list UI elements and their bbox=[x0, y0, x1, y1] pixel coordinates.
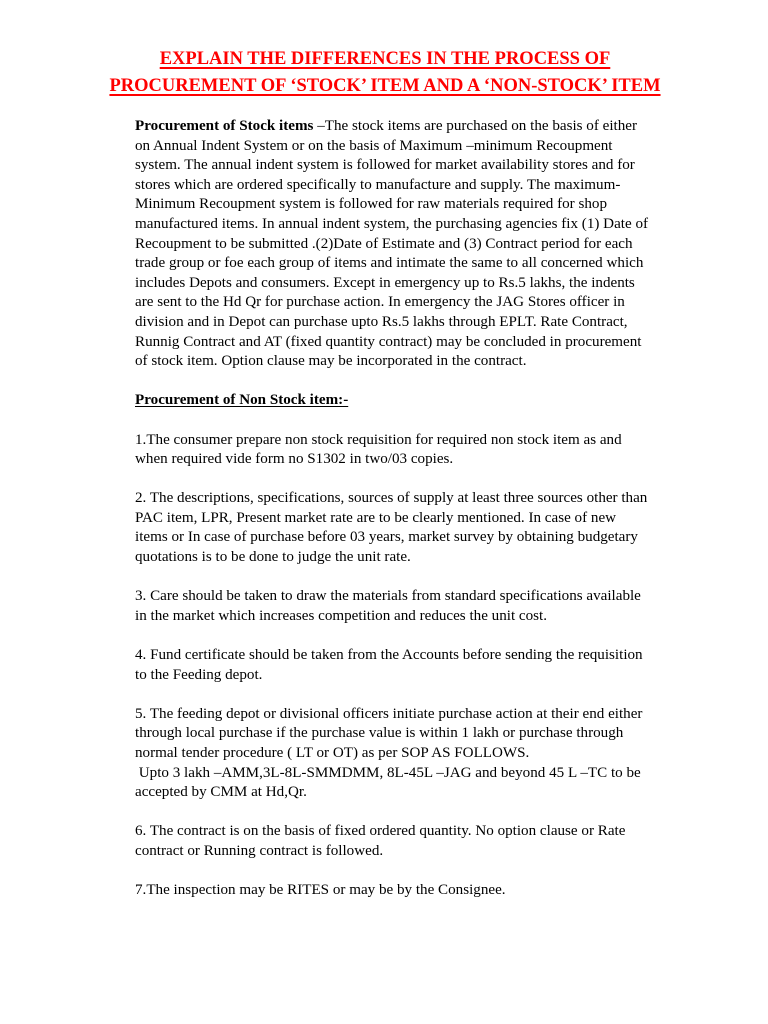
title-line-1: EXPLAIN THE DIFFERENCES IN THE PROCESS OF bbox=[159, 49, 611, 69]
paragraph-text: –The stock items are purchased on the basis of either bbox=[313, 118, 638, 134]
paragraph-gap bbox=[135, 685, 710, 705]
point-7-paragraph bbox=[135, 881, 710, 901]
paragraph-line: includes Depots and consumers. Except in emergency up to Rs.5 lakhs, the indents bbox=[135, 274, 635, 291]
paragraph-gap bbox=[135, 803, 710, 823]
document-title bbox=[60, 46, 710, 100]
paragraph-line: in the market which increases competition and reduces the unit cost. bbox=[135, 607, 548, 624]
paragraph-line: division and in Depot can purchase upto Rs.5 lakhs through EPLT. Rate Contract, bbox=[135, 313, 628, 330]
paragraph-line: on Annual Indent System or on the basis of Maximum –minimum Recoupment bbox=[135, 137, 613, 154]
point-6-paragraph bbox=[135, 822, 710, 861]
paragraph-gap bbox=[135, 372, 710, 392]
paragraph-gap bbox=[135, 411, 710, 431]
paragraph-line: system. The annual indent system is followed for market availability stores and for bbox=[135, 157, 635, 174]
paragraph-line: to the Feeding depot. bbox=[135, 666, 263, 683]
paragraph-gap bbox=[135, 862, 710, 882]
title-line-2: PROCUREMENT OF ‘STOCK’ ITEM AND A ‘NON-STOCK’ ITEM bbox=[109, 76, 661, 96]
point-2-paragraph bbox=[135, 489, 710, 567]
paragraph-line: Upto 3 lakh –AMM,3L-8L-SMMDMM, 8L-45L –JAG and beyond 45 L –TC to be bbox=[135, 764, 641, 781]
paragraph-line: items or In case of purchase before 03 years, market survey by obtaining budgetary bbox=[135, 529, 638, 546]
paragraph-gap bbox=[135, 470, 710, 490]
paragraph-line: 2. The descriptions, specifications, sources of supply at least three sources other than bbox=[135, 490, 648, 507]
paragraph-line: when required vide form no S1302 in two/03 copies. bbox=[135, 451, 454, 468]
paragraph-line: through local purchase if the purchase value is within 1 lakh or purchase through bbox=[135, 725, 624, 742]
stock-items-paragraph bbox=[135, 117, 710, 372]
paragraph-line: manufactured items. In annual indent system, the purchasing agencies fix (1) Date of bbox=[135, 215, 649, 232]
paragraph-line: are sent to the Hd Qr for purchase action. In emergency the JAG Stores officer in bbox=[135, 294, 625, 311]
paragraph-line: of stock item. Option clause may be incorporated in the contract. bbox=[135, 353, 527, 370]
paragraph-line: 7.The inspection may be RITES or may be by the Consignee. bbox=[135, 882, 506, 899]
paragraph-gap bbox=[135, 626, 710, 646]
paragraph-line: Recoupment to be submitted .(2)Date of Estimate and (3) Contract period for each bbox=[135, 235, 633, 252]
point-4-paragraph bbox=[135, 646, 710, 685]
paragraph-line: quotations is to be done to judge the unit rate. bbox=[135, 549, 411, 566]
paragraph-line: accepted by CMM at Hd,Qr. bbox=[135, 784, 307, 801]
paragraph-line: 4. Fund certificate should be taken from the Accounts before sending the requisition bbox=[135, 647, 643, 664]
paragraph-gap bbox=[135, 568, 710, 588]
paragraph-line: normal tender procedure ( LT or OT) as per SOP AS FOLLOWS. bbox=[135, 745, 530, 761]
paragraph-line: trade group or foe each group of items and intimate the same to all concerned which bbox=[135, 255, 644, 272]
nonstock-items-heading: Procurement of Non Stock item:- bbox=[135, 392, 349, 409]
nonstock-heading-paragraph bbox=[135, 391, 710, 411]
paragraph-line: PAC item, LPR, Present market rate are to be clearly mentioned. In case of new bbox=[135, 509, 617, 526]
paragraph-line: Minimum Recoupment system is followed for raw materials required for shop bbox=[135, 196, 607, 213]
paragraph-line: 1.The consumer prepare non stock requisition for required non stock item as and bbox=[135, 431, 622, 448]
paragraph-line: 3. Care should be taken to draw the materials from standard specifications available bbox=[135, 588, 641, 605]
point-1-paragraph bbox=[135, 431, 710, 470]
paragraph-line: 5. The feeding depot or divisional officers initiate purchase action at their end either bbox=[135, 705, 643, 722]
stock-items-heading: Procurement of Stock items bbox=[135, 118, 314, 134]
paragraph-line: contract or Running contract is followed. bbox=[135, 842, 384, 859]
paragraph-line bbox=[135, 117, 710, 137]
paragraph-line: stores which are ordered specifically to manufacture and supply. The maximum- bbox=[135, 176, 621, 193]
document-body bbox=[135, 117, 710, 901]
paragraph-line: Runnig Contract and AT (fixed quantity contract) may be concluded in procurement bbox=[135, 333, 642, 350]
point-5-paragraph bbox=[135, 705, 710, 803]
point-3-paragraph bbox=[135, 587, 710, 626]
paragraph-line: 6. The contract is on the basis of fixed ordered quantity. No option clause or Rate bbox=[135, 823, 626, 840]
